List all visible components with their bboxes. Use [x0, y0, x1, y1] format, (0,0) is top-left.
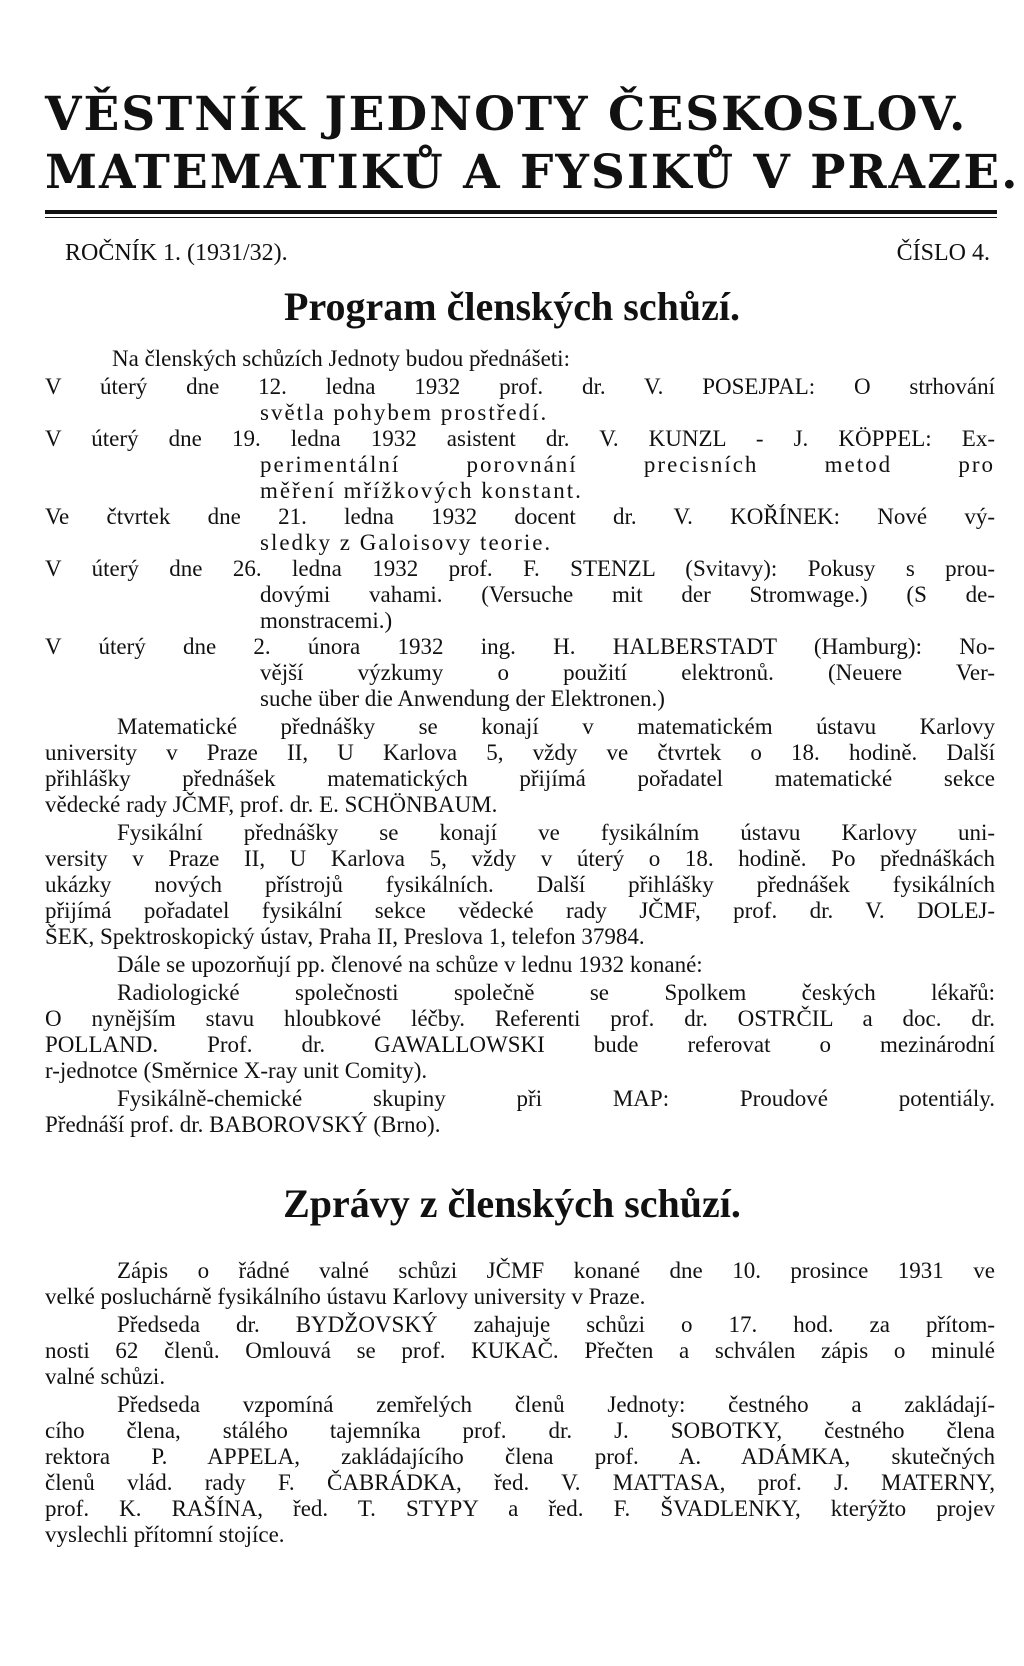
report-line: nosti 62 členů. Omlouvá se prof. KUKAČ. Přečten a schválen zápis o minulé [45, 1338, 995, 1363]
issue-info [65, 240, 990, 267]
paragraph-line: Radiologické společnosti společně se Spolkem českých lékařů: [117, 980, 995, 1005]
lecture-line: V úterý dne 2. února 1932 ing. H. HALBERSTADT (Hamburg): No- [45, 634, 995, 659]
paragraph-line: Přednáší prof. dr. BABOROVSKÝ (Brno). [45, 1112, 441, 1137]
report-line: Předseda dr. BYDŽOVSKÝ zahajuje schůzi o 17. hod. za přítom- [117, 1312, 995, 1337]
lecture-line: V úterý dne 19. ledna 1932 asistent dr. V. KUNZL - J. KÖPPEL: Ex- [45, 426, 995, 451]
report-line: Zápis o řádné valné schůzi JČMF konané dne 10. prosince 1931 ve [117, 1258, 995, 1283]
paragraph-line: O nynějším stavu hloubkové léčby. Referenti prof. dr. OSTRČIL a doc. dr. [45, 1006, 995, 1031]
lecture-line: vější výzkumy o použití elektronů. (Neuere Ver- [260, 660, 995, 685]
header-rule-thick [45, 210, 997, 214]
lecture-line: perimentální porovnání precisních metod pro [260, 452, 995, 477]
lecture-line: dovými vahami. (Versuche mit der Stromwage.) (S de- [260, 582, 995, 607]
paragraph-line: Matematické přednášky se konají v matematickém ústavu Karlovy [117, 714, 995, 739]
report-line: Předseda vzpomíná zemřelých členů Jednoty: čestného a zakládají- [117, 1392, 995, 1417]
paragraph-line: r-jednotce (Směrnice X-ray unit Comity). [45, 1058, 428, 1083]
report-line: rektora P. APPELA, zakládajícího člena prof. A. ADÁMKA, skutečných [45, 1444, 995, 1469]
lecture-line: V úterý dne 26. ledna 1932 prof. F. STENZL (Svitavy): Pokusy s prou- [45, 556, 995, 581]
report-line: členů vlád. rady F. ČABRÁDKA, řed. V. MATTASA, prof. J. MATERNY, [45, 1470, 995, 1495]
paragraph-line: ukázky nových přístrojů fysikálních. Další přihlášky přednášek fysikálních [45, 872, 995, 897]
report-line: valné schůzi. [45, 1364, 166, 1389]
paragraph-line: přihlášky přednášek matematických přijímá pořadatel matematické sekce [45, 766, 995, 791]
report-line: prof. K. RAŠÍNA, řed. T. STYPY a řed. F. ŠVADLENKY, kterýžto projev [45, 1496, 995, 1521]
journal-title-line-1: VĚSTNÍK JEDNOTY ČESKOSLOV. [45, 87, 968, 142]
issue-number: ČÍSLO 4. [896, 240, 990, 266]
report-line: vyslechli přítomní stojíce. [45, 1522, 285, 1547]
lecture-line: monstracemi.) [260, 608, 393, 633]
lecture-line: světla pohybem prostředí. [260, 400, 549, 425]
paragraph-line: vědecké rady JČMF, prof. dr. E. SCHÖNBAUM. [45, 792, 498, 817]
paragraph-line: university v Praze II, U Karlova 5, vždy ve čtvrtek o 18. hodině. Další [45, 740, 995, 765]
paragraph-line: Dále se upozorňují pp. členové na schůze v lednu 1932 konané: [117, 952, 703, 977]
lecture-line: sledky z Galoisovy teorie. [260, 530, 553, 555]
lecture-line: suche über die Anwendung der Elektronen.) [260, 686, 665, 711]
journal-title-line-2: MATEMATIKŮ A FYSIKŮ V PRAZE. [45, 145, 1020, 200]
lecture-line: Ve čtvrtek dne 21. ledna 1932 docent dr. V. KOŘÍNEK: Nové vý- [45, 504, 995, 529]
paragraph-line: Fysikální přednášky se konají ve fysikálním ústavu Karlovy uni- [117, 820, 995, 845]
reports-title: Zprávy z členských schůzí. [283, 1181, 741, 1226]
header-rule-thin [45, 217, 997, 218]
report-line: velké posluchárně fysikálního ústavu Karlovy university v Praze. [45, 1284, 646, 1309]
lecture-line: V úterý dne 12. ledna 1932 prof. dr. V. POSEJPAL: O strhování [45, 374, 995, 399]
paragraph-line: versity v Praze II, U Karlova 5, vždy v úterý o 18. hodině. Po přednáškách [45, 846, 995, 871]
paragraph-line: Fysikálně-chemické skupiny při MAP: Proudové potentiály. [117, 1086, 995, 1111]
report-line: cího člena, stálého tajemníka prof. dr. J. SOBOTKY, čestného člena [45, 1418, 995, 1443]
paragraph-line: ŠEK, Spektroskopický ústav, Praha II, Preslova 1, telefon 37984. [45, 924, 645, 949]
program-intro: Na členských schůzích Jednoty budou přednášeti: [112, 346, 570, 371]
program-title: Program členských schůzí. [284, 284, 740, 329]
paragraph-line: POLLAND. Prof. dr. GAWALLOWSKI bude referovat o mezinárodní [45, 1032, 995, 1057]
volume-label: ROČNÍK 1. (1931/32). [65, 240, 288, 266]
paragraph-line: přijímá pořadatel fysikální sekce vědecké rady JČMF, prof. dr. V. DOLEJ- [45, 898, 995, 923]
lecture-line: měření mřížkových konstant. [260, 478, 583, 503]
